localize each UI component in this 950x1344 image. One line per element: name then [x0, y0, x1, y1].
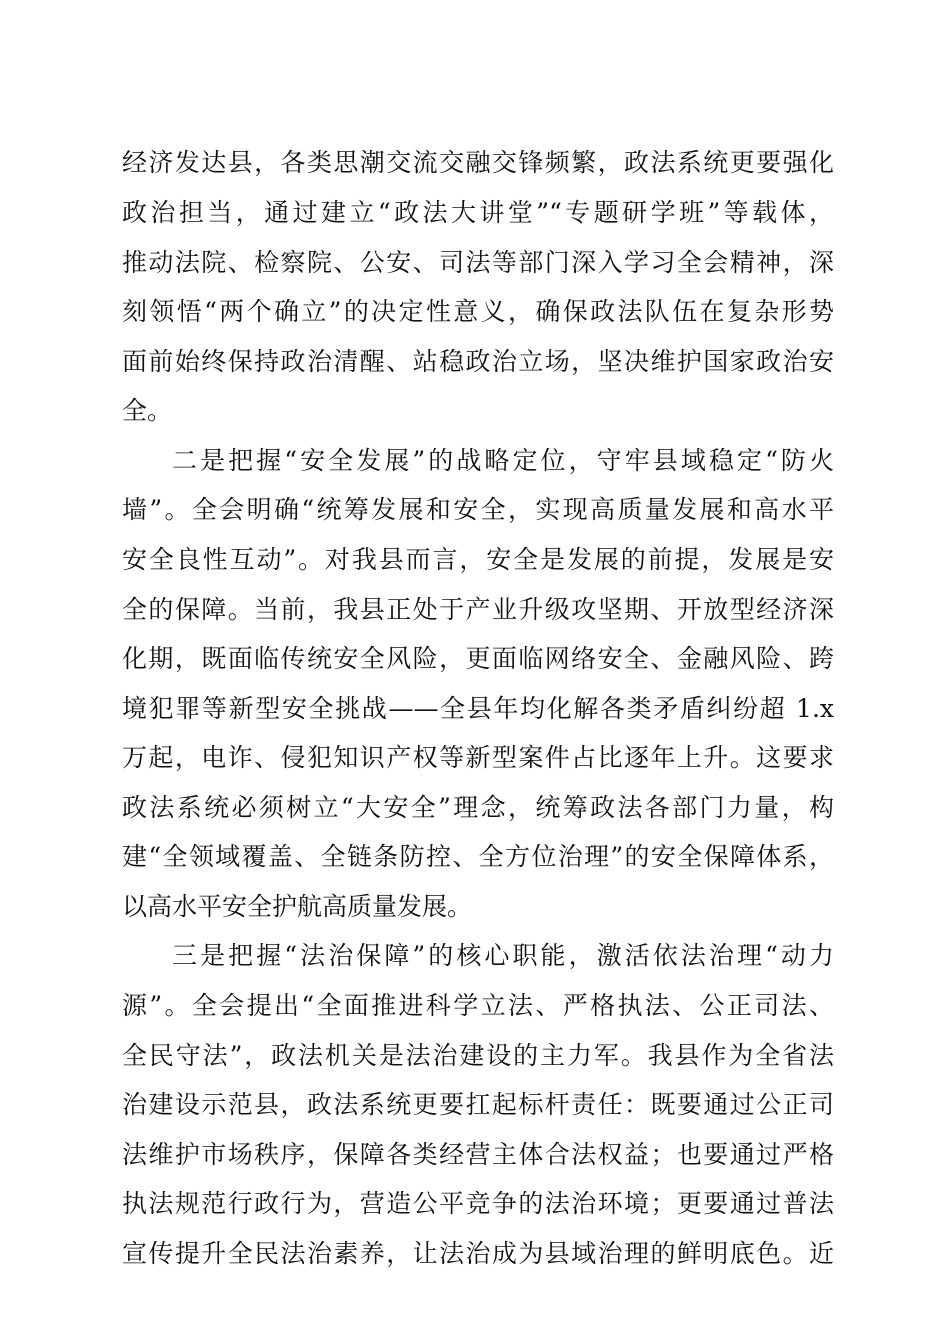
text-line: 化期，既面临传统安全风险，更面临网络安全、金融风险、跨 — [122, 644, 834, 673]
text-line: 推动法院、检察院、公安、司法等部门深入学习全会精神，深 — [122, 248, 834, 277]
text-line: 执法规范行政行为，营造公平竞争的法治环境；更要通过普法 — [122, 1189, 834, 1218]
text-line: 万起，电诈、侵犯知识产权等新型案件占比逐年上升。这要求 — [122, 743, 834, 772]
paragraph-2-first-line: 二是把握“安全发展”的战略定位，守牢县域稳定“防火 — [172, 446, 834, 475]
text-line: 政法系统必须树立“大安全”理念，统筹政法各部门力量，构 — [122, 793, 834, 822]
text-line: 政治担当，通过建立“政法大讲堂”“专题研学班”等载体， — [122, 198, 834, 227]
text-line: 全的保障。当前，我县正处于产业升级攻坚期、开放型经济深 — [122, 595, 834, 624]
text-line: 面前始终保持政治清醒、站稳政治立场，坚决维护国家政治安 — [122, 347, 834, 376]
text-line: 源”。全会提出“全面推进科学立法、严格执法、公正司法、 — [122, 991, 834, 1020]
text-line: 全民守法”，政法机关是法治建设的主力军。我县作为全省法 — [122, 1041, 834, 1070]
text-line: 治建设示范县，政法系统更要扛起标杆责任：既要通过公正司 — [122, 1090, 834, 1119]
text-line: 境犯罪等新型安全挑战——全县年均化解各类矛盾纠纷超 1.x — [122, 694, 834, 723]
text-line: 建“全领域覆盖、全链条防控、全方位治理”的安全保障体系， — [122, 842, 834, 871]
text-line: 以高水平安全护航高质量发展。 — [122, 892, 473, 921]
text-line: 宣传提升全民法治素养，让法治成为县域治理的鲜明底色。近 — [122, 1239, 834, 1268]
text-line: 墙”。全会明确“统筹发展和安全，实现高质量发展和高水平 — [122, 495, 834, 524]
text-line: 经济发达县，各类思潮交流交融交锋频繁，政法系统更要强化 — [122, 148, 834, 177]
text-line: 安全良性互动”。对我县而言，安全是发展的前提，发展是安 — [122, 545, 834, 574]
text-line: 全。 — [122, 396, 173, 425]
text-line: 刻领悟“两个确立”的决定性意义，确保政法队伍在复杂形势 — [122, 297, 834, 326]
paragraph-3-first-line: 三是把握“法治保障”的核心职能，激活依法治理“动力 — [172, 941, 834, 970]
text-line: 法维护市场秩序，保障各类经营主体合法权益；也要通过严格 — [122, 1140, 834, 1169]
